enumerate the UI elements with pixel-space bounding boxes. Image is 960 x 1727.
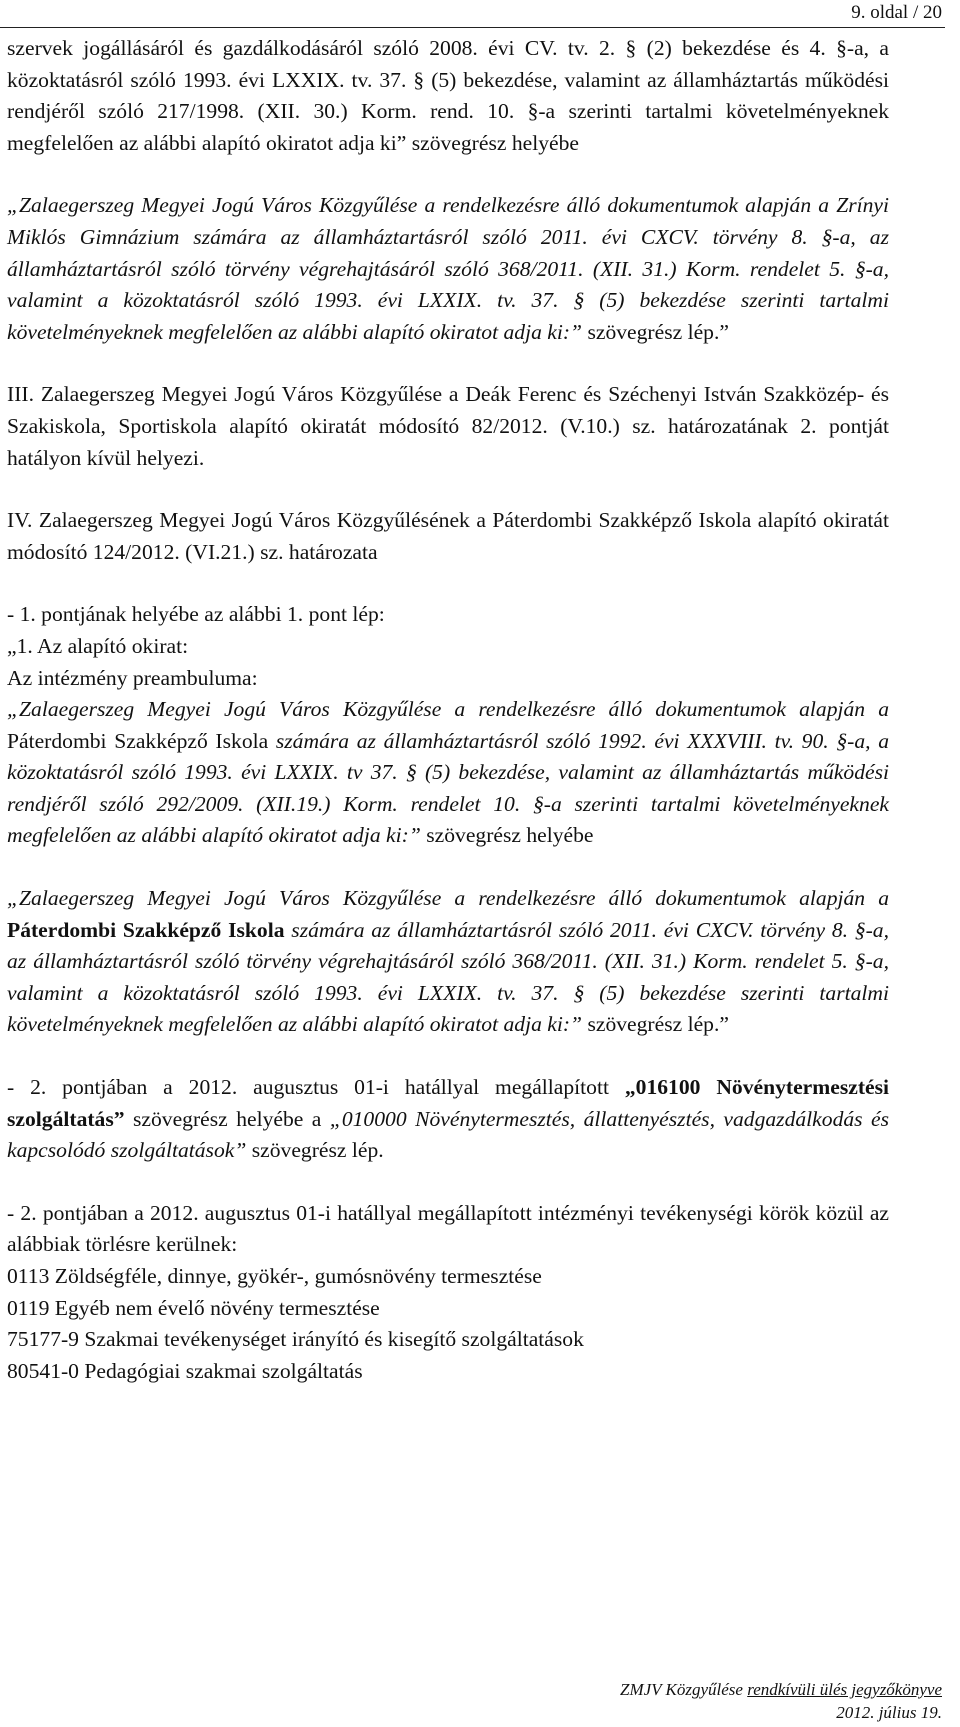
paragraph-4: IV. Zalaegerszeg Megyei Jogú Város Közgyűlésének a Páterdombi Szakképző Iskola alapító okiratát módosító 124/2012. (VI.21.) sz. határozata <box>7 508 889 564</box>
list-line-2: „1. Az alapító okirat: <box>7 633 189 658</box>
paragraph-7: - 2. pontjában a 2012. augusztus 01-i hatállyal megállapított „016100 Növénytermesztési szolgáltatás” szövegrész helyébe a „010000 Növénytermesztés, állattenyésztés, vadgazdálkodás és kapcsolódó szolgáltatások” szövegrész lép. <box>7 1075 889 1163</box>
list-item: 80541-0 Pedagógiai szakmai szolgáltatás <box>7 1358 363 1383</box>
paragraph-6: „Zalaegerszeg Megyei Jogú Város Közgyűlése a rendelkezésre álló dokumentumok alapján a Páterdombi Szakképző Iskola számára az államháztartásról szóló 2011. évi CXCV. törvény 8. §-a, az államháztartásról szóló törvény végrehajtásáról szóló 368/2011. (XII. 31.) Korm. rendelet 5. §-a, valamint a közoktatásról szóló 1993. évi LXXIX. tv. 37. § (5) bekezdése szerinti tartalmi követelményeknek megfelelően az alábbi alapító okiratot adja ki:” szövegrész lép.” <box>7 886 889 1037</box>
document-body <box>7 33 889 1387</box>
paragraph-3: III. Zalaegerszeg Megyei Jogú Város Közgyűlése a Deák Ferenc és Széchenyi István Szakközép- és Szakiskola, Sportiskola alapító okiratát módosító 82/2012. (V.10.) sz. határozatának 2. pontját hatályon kívül helyezi. <box>7 382 889 470</box>
paragraph-8: - 2. pontjában a 2012. augusztus 01-i hatállyal megállapított intézményi tevékenységi körök közül az alábbiak törlésre kerülnek: <box>7 1200 889 1257</box>
page-footer <box>620 1678 942 1724</box>
header-rule <box>0 27 945 28</box>
footer-date: 2012. július 19. <box>836 1703 942 1722</box>
quote-zrinyi: „Zalaegerszeg Megyei Jogú Város Közgyűlése a rendelkezésre álló dokumentumok alapján a Zrínyi Miklós Gimnázium számára az államháztartásról szóló 2011. évi CXCV. törvény 8. §-a, az államháztartásról szóló törvény végrehajtásáról szóló 368/2011. (XII. 31.) Korm. rendelet 5. §-a, valamint a közoktatásról szóló 1993. évi LXXIX. tv. 37. § (5) bekezdése szerinti tartalmi követelményeknek megfelelően az alábbi alapító okiratot adja ki:” <box>7 193 889 344</box>
page-number: 9. oldal / 20 <box>851 2 942 23</box>
paragraph-5: „Zalaegerszeg Megyei Jogú Város Közgyűlése a rendelkezésre álló dokumentumok alapján a Páterdombi Szakképző Iskola számára az államháztartásról szóló 1992. évi XXXVIII. tv. 90. §-a, a közoktatásról szóló 1993. évi LXXIX. tv 37. § (5) bekezdése, valamint az államháztartás működési rendjéről szóló 292/2009. (XII.19.) Korm. rendelet 10. §-a szerinti tartalmi követelményeknek megfelelően az alábbi alapító okiratot adja ki:” szövegrész helyébe <box>7 697 889 848</box>
list-item: 75177-9 Szakmai tevékenységet irányító és kisegítő szolgáltatások <box>7 1327 584 1352</box>
list-item: 0113 Zöldségféle, dinnye, gyökér-, gumósnövény termesztése <box>7 1264 542 1288</box>
paragraph-2: „Zalaegerszeg Megyei Jogú Város Közgyűlése a rendelkezésre álló dokumentumok alapján a Zrínyi Miklós Gimnázium számára az államháztartásról szóló 2011. évi CXCV. törvény 8. §-a, az államháztartásról szóló törvény végrehajtásáról szóló 368/2011. (XII. 31.) Korm. rendelet 5. §-a, valamint a közoktatásról szóló 1993. évi LXXIX. tv. 37. § (5) bekezdése szerinti tartalmi követelményeknek megfelelően az alábbi alapító okiratot adja ki:” szövegrész lép.” <box>7 193 889 344</box>
footer-title: ZMJV Közgyűlése rendkívüli ülés jegyzőkönyve <box>620 1680 942 1699</box>
list-line-3: Az intézmény preambuluma: <box>7 665 258 690</box>
paragraph-1: szervek jogállásáról és gazdálkodásáról szóló 2008. évi CV. tv. 2. § (2) bekezdése és 4. §-a, a közoktatásról szóló 1993. évi LXXIX. tv. 37. § (5) bekezdése, valamint az államháztartás működési rendjéről szóló 217/1998. (XII. 30.) Korm. rend. 10. §-a szerinti tartalmi követelményeknek megfelelően az alábbi alapító okiratot adja ki” szövegrész helyébe <box>7 36 889 155</box>
list-item: 0119 Egyéb nem évelő növény termesztése <box>7 1295 380 1320</box>
list-line-1: - 1. pontjának helyébe az alábbi 1. pont lép: <box>7 602 385 627</box>
